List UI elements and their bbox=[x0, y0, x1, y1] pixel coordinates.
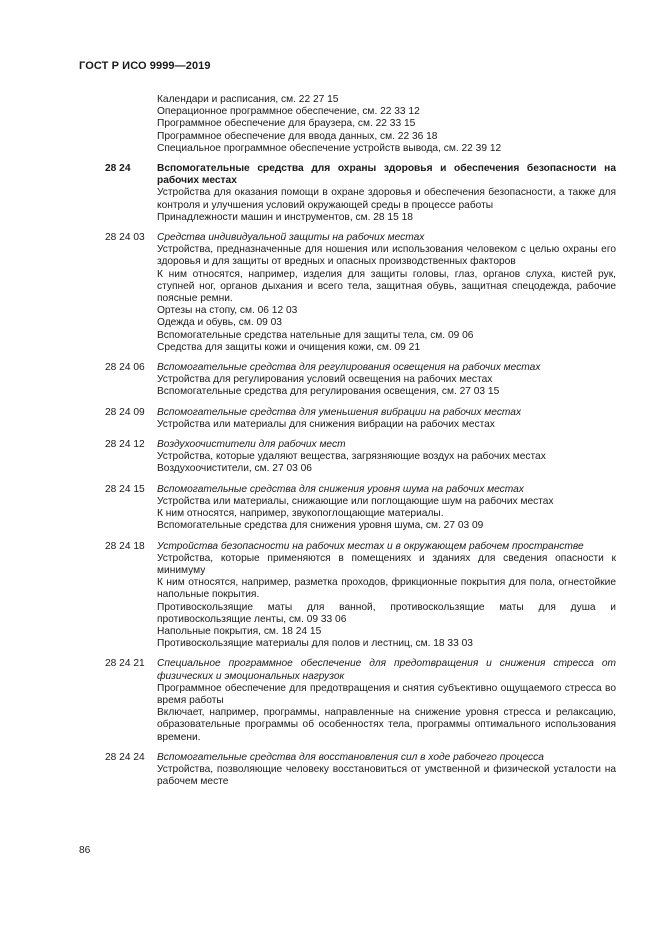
classification-entry bbox=[79, 484, 616, 533]
entry-text-line: Средства для защиты кожи и очищения кожи, см. 09 21 bbox=[157, 341, 420, 353]
entry-text-line: Устройства или материалы для снижения вибрации на рабочих местах bbox=[157, 418, 495, 430]
classification-entry bbox=[79, 232, 616, 354]
classification-entry bbox=[79, 163, 616, 224]
document-header-title: ГОСТ Р ИСО 9999—2019 bbox=[79, 60, 211, 72]
entry-text-line: Устройства, позволяющие человеку восстановиться от умственной и физической усталости на рабочем месте bbox=[157, 763, 616, 788]
entry-title: Вспомогательные средства для регулирования освещения на рабочих местах bbox=[157, 362, 541, 374]
entry-text-line: Напольные покрытия, см. 18 24 15 bbox=[157, 625, 322, 637]
entry-title: Воздухоочистители для рабочих мест bbox=[157, 439, 346, 451]
entry-title: Специальное программное обеспечение для предотвращения и снижения стресса от физических и эмоциональных нагрузок bbox=[157, 658, 616, 682]
entry-title: Вспомогательные средства для восстановления сил в ходе рабочего процесса bbox=[157, 751, 544, 763]
entry-text-line: Включает, например, программы, направленные на снижение уровня стресса и релаксацию, образовательные программы об особенностях тела, программы оптимального использования времени. bbox=[157, 707, 616, 743]
entry-code: 28 24 24 bbox=[105, 751, 145, 763]
document-body bbox=[79, 94, 616, 788]
entry-code: 28 24 09 bbox=[105, 406, 145, 418]
entry-code: 28 24 15 bbox=[105, 483, 145, 495]
intro-reference-line: Программное обеспечение для браузера, см. 22 33 15 bbox=[157, 118, 416, 130]
classification-entry bbox=[79, 439, 616, 476]
entry-title: Вспомогательные средства для уменьшения вибрации на рабочих местах bbox=[157, 406, 522, 418]
entry-code: 28 24 18 bbox=[105, 540, 145, 552]
entry-text-line: Вспомогательные средства для снижения уровня шума, см. 27 03 09 bbox=[157, 520, 484, 532]
classification-entry bbox=[79, 541, 616, 651]
classification-entry bbox=[79, 752, 616, 789]
entry-title: Устройства безопасности на рабочих местах и в окружающем рабочем пространстве bbox=[157, 540, 584, 552]
entry-text-line: Одежда и обувь, см. 09 03 bbox=[157, 317, 282, 329]
entry-code: 28 24 03 bbox=[105, 232, 145, 244]
intro-reference-line: Операционное программное обеспечение, см. 22 33 12 bbox=[157, 106, 420, 118]
intro-reference-list bbox=[79, 94, 616, 155]
entry-text-line: Устройства, которые удаляют вещества, загрязняющие воздух на рабочих местах bbox=[157, 451, 546, 463]
entry-text-line: Ортезы на стопу, см. 06 12 03 bbox=[157, 305, 298, 317]
entry-text-line: Устройства, предназначенные для ношения или использования человеком с целью охраны его здоровья и для защиты от вредных и опасных производственных факторов bbox=[157, 244, 616, 268]
entry-text-line: Программное обеспечение для предотвращения и снятия субъективно ощущаемого стресса во время работы bbox=[157, 682, 616, 706]
entry-title: Вспомогательные средства для охраны здоровья и обеспечения безопасности на рабочих местах bbox=[157, 163, 616, 187]
entry-text-line: Устройства, которые применяются в помещениях и зданиях для сведения опасности к минимуму bbox=[157, 552, 616, 576]
classification-entry bbox=[79, 407, 616, 431]
entry-text-line: Принадлежности машин и инструментов, см. 28 15 18 bbox=[157, 211, 413, 223]
intro-reference-line: Специальное программное обеспечение устройств вывода, см. 22 39 12 bbox=[157, 142, 502, 154]
classification-entry-list bbox=[79, 163, 616, 788]
entry-text-line: Противоскользящие маты для ванной, противоскользящие маты для душа и противоскользящие ленты, см. 09 33 06 bbox=[157, 601, 616, 625]
entry-title: Вспомогательные средства для снижения уровня шума на рабочих местах bbox=[157, 483, 524, 495]
entry-text-line: Воздухоочистители, см. 27 03 06 bbox=[157, 463, 312, 475]
page-number: 86 bbox=[79, 845, 91, 856]
entry-code: 28 24 12 bbox=[105, 439, 145, 451]
entry-code: 28 24 bbox=[105, 163, 131, 175]
entry-text-line: Противоскользящие материалы для полов и лестниц, см. 18 33 03 bbox=[157, 638, 473, 650]
classification-entry bbox=[79, 658, 616, 743]
entry-text-line: Вспомогательные средства для регулирования освещения, см. 27 03 15 bbox=[157, 386, 500, 398]
entry-code: 28 24 06 bbox=[105, 362, 145, 374]
entry-text-line: К ним относятся, например, звукопоглощающие материалы. bbox=[157, 508, 444, 520]
entry-text-line: Вспомогательные средства нательные для защиты тела, см. 09 06 bbox=[157, 329, 474, 341]
entry-title: Средства индивидуальной защиты на рабочих местах bbox=[157, 232, 425, 244]
entry-text-line: К ним относятся, например, разметка проходов, фрикционные покрытия для пола, огнестойкие напольные покрытия. bbox=[157, 577, 616, 601]
entry-text-line: Устройства для оказания помощи в охране здоровья и обеспечения безопасности, а также для контроля и улучшения условий окружающей среды в процессе работы bbox=[157, 187, 616, 211]
intro-reference-line: Календари и расписания, см. 22 27 15 bbox=[157, 94, 339, 105]
intro-reference-line: Программное обеспечение для ввода данных, см. 22 36 18 bbox=[157, 130, 438, 142]
entry-text-line: Устройства для регулирования условий освещения на рабочих местах bbox=[157, 374, 493, 386]
entry-code: 28 24 21 bbox=[105, 658, 145, 670]
classification-entry bbox=[79, 362, 616, 399]
entry-text-line: К ним относятся, например, изделия для защиты головы, глаз, органов слуха, кистей рук, ступней ног, органов дыхания и всего тела, защитная обувь, защитная спецодежда, рабочие поясные ремни. bbox=[157, 268, 616, 305]
entry-text-line: Устройства или материалы, снижающие или поглощающие шум на рабочих местах bbox=[157, 495, 554, 507]
